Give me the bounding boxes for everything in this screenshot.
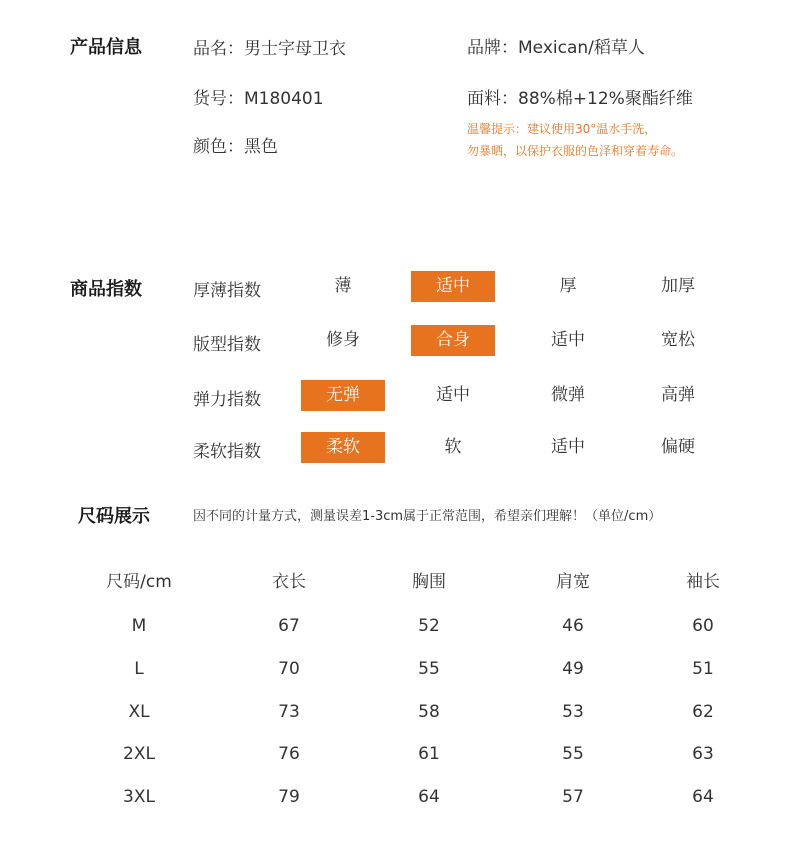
size-value-cell: 64 [692,787,714,807]
index-option: 厚 [559,276,577,296]
index-option: 适中 [551,330,585,350]
care-tip [467,118,683,162]
size-value-cell: 62 [692,702,714,722]
size-value-cell: 57 [562,787,584,807]
index-option-selected: 适中 [411,271,495,302]
size-label-cell: M [131,616,147,636]
product-color: 颜色：黑色 [193,137,278,157]
index-option: 微弹 [551,385,585,405]
care-tip-line-2: 勿暴晒，以保护衣服的色泽和穿着寿命。 [467,144,684,158]
size-label-cell: 3XL [123,787,155,807]
product-info-title: 产品信息 [70,37,142,58]
size-value-cell: 58 [418,702,440,722]
size-value-cell: 51 [692,659,714,679]
index-option: 宽松 [661,330,695,350]
index-option-selected: 合身 [411,325,495,356]
size-value-cell: 76 [278,744,300,764]
index-option: 薄 [334,276,352,296]
size-value-cell: 55 [562,744,584,764]
size-table-header: 胸围 [412,572,446,592]
size-value-cell: 70 [278,659,300,679]
size-value-cell: 79 [278,787,300,807]
size-label-cell: 2XL [123,744,155,764]
index-option: 偏硬 [661,437,695,457]
index-label: 版型指数 [193,335,261,355]
size-table-header: 袖长 [686,572,720,592]
size-value-cell: 52 [418,616,440,636]
index-label: 厚薄指数 [193,281,261,301]
product-name: 品名：男士字母卫衣 [193,39,346,59]
size-value-cell: 49 [562,659,584,679]
size-value-cell: 64 [418,787,440,807]
product-fabric: 面料：88%棉+12%聚酯纤维 [467,89,693,109]
index-option: 适中 [436,385,470,405]
size-chart-title: 尺码展示 [78,506,150,527]
index-option: 高弹 [661,385,695,405]
size-value-cell: 46 [562,616,584,636]
index-option: 适中 [551,437,585,457]
index-option: 修身 [326,330,360,350]
size-value-cell: 53 [562,702,584,722]
index-option-selected: 无弹 [301,380,385,411]
size-label-cell: L [134,659,144,679]
product-item-no: 货号：M180401 [193,89,324,109]
indices-title: 商品指数 [70,279,142,300]
index-label: 柔软指数 [193,442,261,462]
index-option: 加厚 [661,276,695,296]
size-value-cell: 60 [692,616,714,636]
size-table-header: 衣长 [272,572,306,592]
size-value-cell: 63 [692,744,714,764]
care-tip-line-1: 温馨提示：建议使用30°温水手洗， [467,122,657,136]
size-table-header: 尺码/cm [106,572,172,592]
size-value-cell: 61 [418,744,440,764]
product-brand: 品牌：Mexican/稻草人 [467,38,645,58]
index-option-selected: 柔软 [301,432,385,463]
size-chart-note: 因不同的计量方式，测量误差1-3cm属于正常范围，希望亲们理解！（单位/cm） [193,509,662,524]
size-value-cell: 73 [278,702,300,722]
size-label-cell: XL [128,702,150,722]
index-option: 软 [444,437,462,457]
index-label: 弹力指数 [193,390,261,410]
size-table-header: 肩宽 [556,572,590,592]
size-value-cell: 55 [418,659,440,679]
size-value-cell: 67 [278,616,300,636]
